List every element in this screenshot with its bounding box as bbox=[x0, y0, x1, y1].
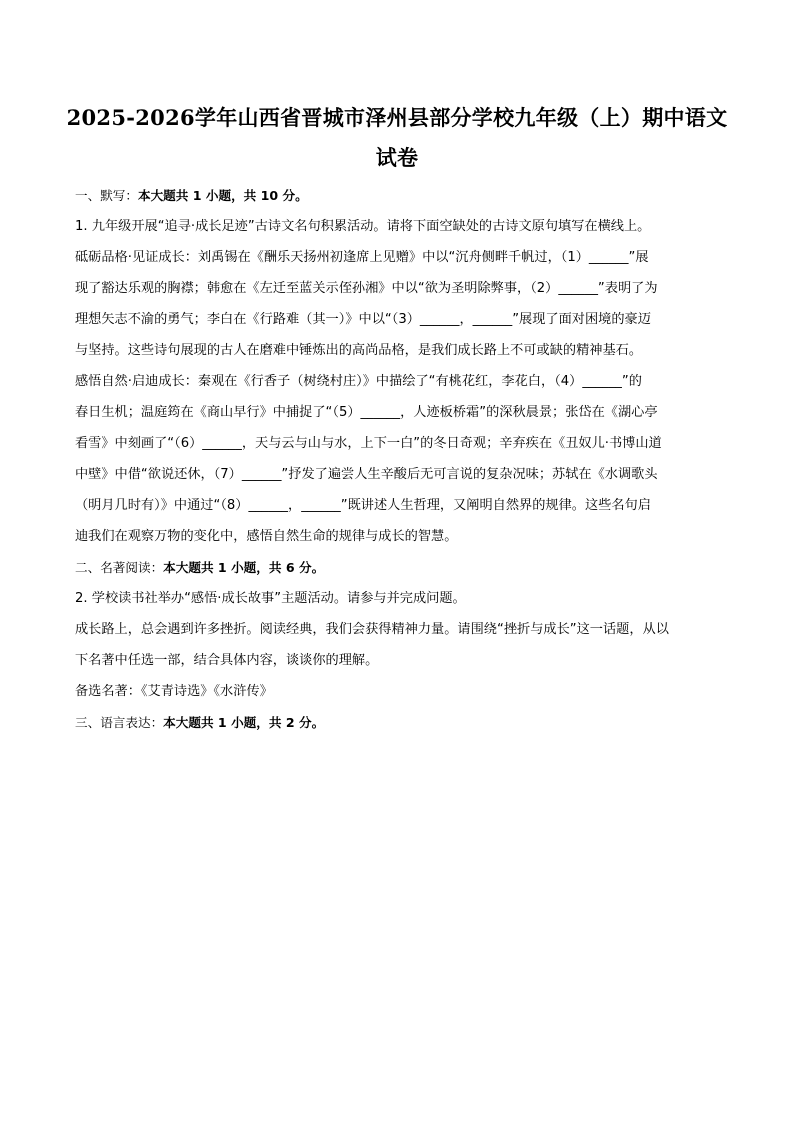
exam-title-line-1: 2025-2026学年山西省晋城市泽州县部分学校九年级（上）期中语文 bbox=[66, 105, 728, 130]
section-1-prefix: 一、默写： bbox=[75, 188, 138, 203]
section-3-prefix: 三、语言表达： bbox=[75, 715, 164, 730]
question-1-line: 1. 九年级开展“追寻·成长足迹”古诗文名句积累活动。请将下面空缺处的古诗文原句填写在横线上。 bbox=[75, 219, 651, 234]
exam-title-line-2: 试卷 bbox=[375, 145, 419, 170]
section-heading-1 bbox=[75, 180, 720, 211]
question-1-line: 中壁》中借“欲说还休，（7）______”抒发了遍尝人生辛酸后无可言说的复杂况味；苏轼在《水调歌头 bbox=[75, 467, 658, 482]
question-1-line: 砥砺品格·见证成长：刘禹锡在《酬乐天扬州初逢席上见赠》中以“沉舟侧畔千帆过，（1）______”展 bbox=[75, 250, 649, 265]
question-1-line: 春日生机；温庭筠在《商山早行》中捕捉了“（5）______，人迹板桥霜”的深秋晨景；张岱在《湖心亭 bbox=[75, 405, 658, 420]
question-1-line: 现了豁达乐观的胸襟；韩愈在《左迁至蓝关示侄孙湘》中以“欲为圣明除弊事，（2）______”表明了为 bbox=[75, 281, 658, 296]
question-2-line: 备选名著：《艾青诗选》《水浒传》 bbox=[75, 684, 273, 699]
question-2-line: 下名著中任选一部，结合具体内容，谈谈你的理解。 bbox=[75, 653, 379, 668]
question-1-line: 理想矢志不渝的勇气；李白在《行路难（其一）》中以“（3）______，______”展现了面对困境的豪迈 bbox=[75, 312, 651, 327]
section-2-info: 本大题共 1 小题，共 6 分。 bbox=[163, 560, 325, 575]
section-2-prefix: 二、名著阅读： bbox=[75, 560, 164, 575]
section-3-info: 本大题共 1 小题，共 2 分。 bbox=[163, 715, 325, 730]
question-1-line: （明月几时有）》中通过“（8）______，______”既讲述人生哲理，又阐明自然界的规律。这些名句启 bbox=[75, 498, 651, 513]
question-1-line: 感悟自然·启迪成长：秦观在《行香子（树绕村庄）》中描绘了“有桃花红，李花白，（4）______”的 bbox=[75, 374, 642, 389]
question-1-line: 与坚持。这些诗句展现的古人在磨难中锤炼出的高尚品格，是我们成长路上不可或缺的精神基石。 bbox=[75, 343, 643, 358]
question-2-line: 2. 学校读书社举办“感悟·成长故事”主题活动。请参与并完成问题。 bbox=[75, 591, 466, 606]
section-heading-3 bbox=[75, 707, 720, 738]
question-1-line: 迪我们在观察万物的变化中，感悟自然生命的规律与成长的智慧。 bbox=[75, 529, 458, 544]
question-1-line: 看雪》中刻画了“（6）______，天与云与山与水，上下一白”的冬日奇观；辛弃疾在《丑奴儿·书博山道 bbox=[75, 436, 662, 451]
section-heading-2 bbox=[75, 552, 720, 583]
section-1-info: 本大题共 1 小题，共 10 分。 bbox=[137, 188, 308, 203]
exam-body bbox=[75, 180, 720, 738]
question-2-line: 成长路上，总会遇到许多挫折。阅读经典，我们会获得精神力量。请围绕“挫折与成长”这一话题，从以 bbox=[75, 622, 669, 637]
